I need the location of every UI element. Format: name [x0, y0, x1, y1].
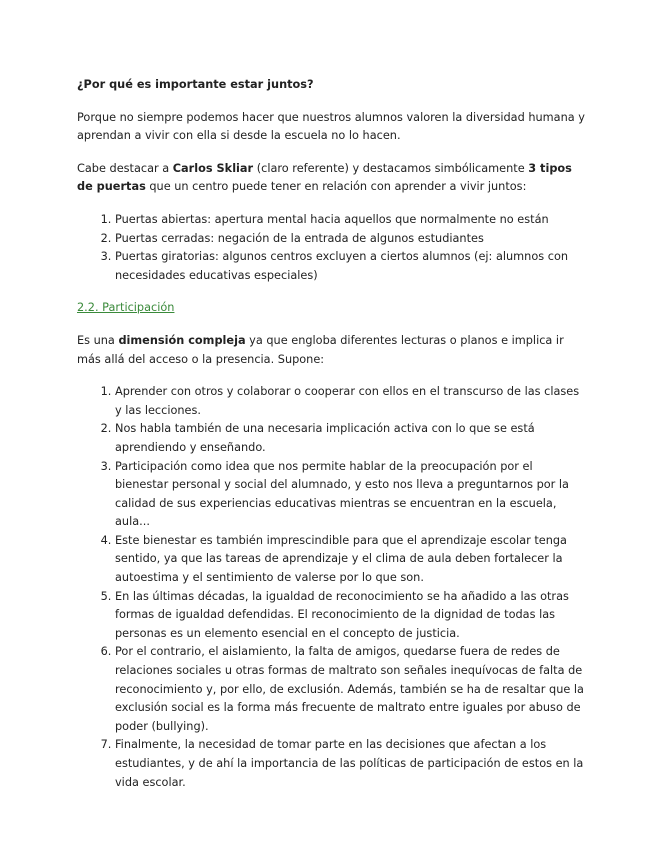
- list-item: 3. Puertas giratorias: algunos centros excluyen a ciertos alumnos (ej: alumnos con necesidades educativas especiales): [115, 248, 587, 285]
- list-item: 6. Por el contrario, el aislamiento, la falta de amigos, quedarse fuera de redes de relaciones sociales u otras formas de maltrato son señales inequívocas de falta de reconocimiento y, por ello, de exclusión. Además, también se ha de resaltar que la exclusión social es la forma más frecuente de maltrato entre iguales por abuso de poder (bullying).: [115, 643, 587, 736]
- list-item: 7. Finalmente, la necesidad de tomar parte en las decisiones que afectan a los estudiantes, y de ahí la importancia de las políticas de participación de estos en la vida escolar.: [115, 736, 587, 792]
- list-item: 2. Puertas cerradas: negación de la entrada de algunos estudiantes: [115, 230, 587, 249]
- bold-author-name: Carlos Skliar: [172, 161, 254, 175]
- paragraph-participation: [77, 332, 587, 369]
- section-heading: ¿Por qué es importante estar juntos?: [77, 78, 314, 91]
- text-run: Es una: [77, 333, 119, 347]
- text-run: (claro referente) y destacamos simbólicamente: [253, 161, 529, 175]
- list-item: 5. En las últimas décadas, la igualdad de reconocimiento se ha añadido a las otras formas de igualdad defendidas. El reconocimiento de la dignidad de todas las personas es un elemento esencial en el concepto de justicia.: [115, 588, 587, 644]
- list-item: 1. Aprender con otros y colaborar o cooperar con ellos en el transcurso de las clases y las lecciones.: [115, 383, 587, 420]
- doors-list: [77, 211, 587, 285]
- list-item: 1. Puertas abiertas: apertura mental hacia aquellos que normalmente no están: [115, 211, 587, 230]
- bold-doors-phrase: 3 tipos de puertas: [77, 161, 572, 194]
- list-item: 3. Participación como idea que nos permite hablar de la preocupación por el bienestar personal y social del alumnado, y esto nos lleva a preguntarnos por la calidad de sus experiencias educativas mientras se encuentran en la escuela, aula...: [115, 458, 587, 532]
- list-item: 2. Nos habla también de una necesaria implicación activa con lo que se está aprendiendo y enseñando.: [115, 420, 587, 457]
- paragraph-intro: Porque no siempre podemos hacer que nuestros alumnos valoren la diversidad humana y aprendan a vivir con ella si desde la escuela no lo hacen.: [77, 110, 585, 143]
- participation-list: [77, 383, 587, 792]
- text-run: ya que engloba diferentes lecturas o planos e implica ir más allá del acceso o la presencia. Supone:: [77, 333, 564, 366]
- bold-complex-dimension: dimensión compleja: [118, 333, 246, 347]
- text-run: Cabe destacar a: [77, 161, 173, 175]
- paragraph-skliar: [77, 160, 587, 197]
- section-link-participation[interactable]: 2.2. Participación: [77, 301, 175, 315]
- list-item: 4. Este bienestar es también imprescindible para que el aprendizaje escolar tenga sentido, ya que las tareas de aprendizaje y el clima de aula deben fortalecer la autoestima y el sentimiento de valerse por lo que son.: [115, 532, 587, 588]
- document-page: [77, 76, 587, 806]
- text-run: que un centro puede tener en relación con aprender a vivir juntos:: [145, 180, 527, 194]
